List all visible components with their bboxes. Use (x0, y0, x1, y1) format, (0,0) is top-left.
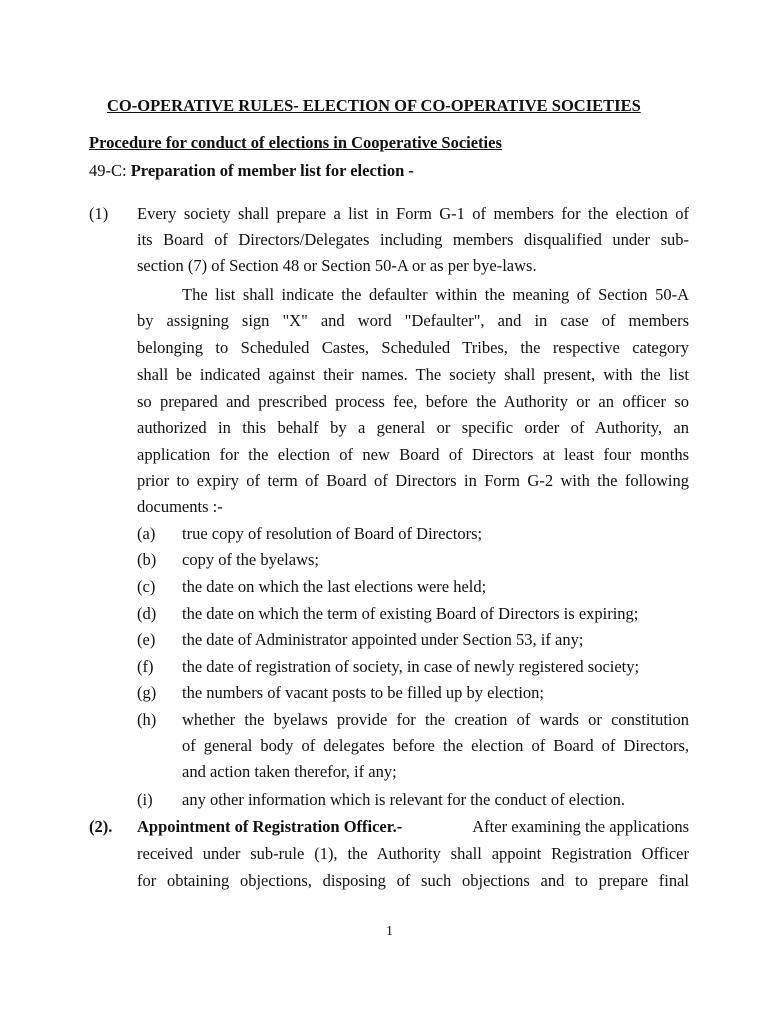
para-1-line: section (7) of Section 48 or Section 50-A or as per bye-laws. (137, 256, 537, 275)
page-title: CO-OPERATIVE RULES- ELECTION OF CO-OPERATIVE SOCIETIES (107, 96, 641, 115)
item-text: true copy of resolution of Board of Directors; (182, 524, 483, 543)
para-2-number: (2). (89, 817, 113, 836)
item-text: of general body of delegates before the election of Board of Directors, (182, 736, 689, 755)
item-text: any other information which is relevant for the conduct of election. (182, 790, 626, 809)
para-2-first-rest: After examining the applications (472, 817, 689, 836)
item-text: the date of registration of society, in case of newly registered society; (182, 657, 640, 676)
para-1-number: (1) (89, 204, 109, 223)
para-1-body-line: The list shall indicate the defaulter within the meaning of Section 50-A (182, 285, 689, 304)
page-number: 1 (386, 924, 393, 939)
item-label: (e) (137, 630, 156, 649)
item-label: (b) (137, 550, 157, 569)
item-label: (d) (137, 604, 157, 623)
item-text: the date on which the term of existing Board of Directors is expiring; (182, 604, 639, 623)
rule-heading (89, 161, 414, 181)
item-text: and action taken therefor, if any; (182, 762, 397, 781)
para-2-heading: Appointment of Registration Officer.- (137, 817, 403, 836)
item-text: the date on which the last elections were held; (182, 577, 487, 596)
para-1-body-line: shall be indicated against their names. The society shall present, with the list (137, 365, 689, 384)
para-1-line: Every society shall prepare a list in Form G-1 of members for the election of (137, 204, 689, 223)
item-label: (c) (137, 577, 156, 596)
rule-title: Preparation of member list for election - (130, 161, 414, 180)
para-1-body-line: by assigning sign "X" and word "Defaulter", and in case of members (137, 311, 689, 330)
para-2-line: received under sub-rule (1), the Authority shall appoint Registration Officer (137, 844, 689, 863)
para-1-line: its Board of Directors/Delegates including members disqualified under sub- (137, 230, 689, 249)
para-1-body-line: documents :- (137, 497, 223, 516)
item-text: the date of Administrator appointed under Section 53, if any; (182, 630, 584, 649)
item-label: (i) (137, 790, 153, 809)
para-1-body-line: so prepared and prescribed process fee, before the Authority or an officer so (137, 392, 689, 411)
para-1-body-line: authorized in this behalf by a general or specific order of Authority, an (137, 418, 689, 437)
para-2-first-line (137, 817, 689, 837)
item-label: (f) (137, 657, 154, 676)
rule-number: 49-C: (89, 161, 127, 180)
para-1-body-line: prior to expiry of term of Board of Directors in Form G-2 with the following (137, 471, 689, 490)
item-text: the numbers of vacant posts to be filled up by election; (182, 683, 544, 702)
item-label: (a) (137, 524, 156, 543)
para-1-body-line: application for the election of new Board of Directors at least four months (137, 445, 689, 464)
section-subtitle: Procedure for conduct of elections in Cooperative Societies (89, 133, 502, 152)
para-2-line: for obtaining objections, disposing of such objections and to prepare final (137, 871, 689, 890)
item-label: (g) (137, 683, 157, 702)
para-1-body-line: belonging to Scheduled Castes, Scheduled Tribes, the respective category (137, 338, 689, 357)
item-text: whether the byelaws provide for the creation of wards or constitution (182, 710, 689, 729)
item-label: (h) (137, 710, 157, 729)
item-text: copy of the byelaws; (182, 550, 320, 569)
